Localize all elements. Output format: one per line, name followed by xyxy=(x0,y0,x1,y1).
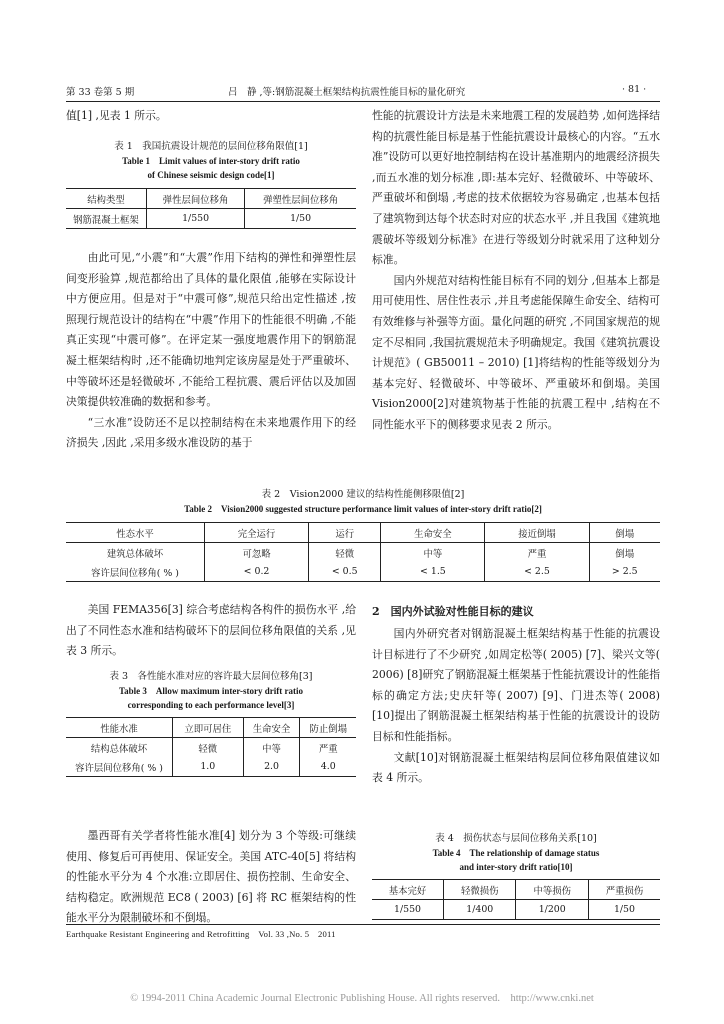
table-3-cell: 中等 xyxy=(243,738,300,758)
table-1-header-cell: 弹塑性层间位移角 xyxy=(245,189,356,209)
table-1-cell: 1/550 xyxy=(147,209,245,229)
right-column-lower xyxy=(372,624,660,789)
left-column-top xyxy=(66,106,356,127)
table-4-header-cell: 严重损伤 xyxy=(588,880,660,900)
footer-rule xyxy=(66,924,660,925)
table-3-caption-cn: 表 3 各性能水准对应的容许最大层间位移角[3] xyxy=(109,671,313,682)
left-column-body xyxy=(66,248,356,454)
table-2-cell: > 2.5 xyxy=(589,562,660,582)
left-column-lower xyxy=(66,600,356,662)
table-1 xyxy=(66,188,356,229)
table-3-header-cell: 性能水准 xyxy=(66,718,173,738)
table-1-block xyxy=(66,140,356,229)
table-2-caption-cn: 表 2 Vision2000 建议的结构性能侧移限值[2] xyxy=(261,489,465,500)
table-3-cell: 2.0 xyxy=(243,757,300,777)
table-2-row xyxy=(66,562,660,582)
table-2-cell: < 0.2 xyxy=(205,562,309,582)
left-paragraph-2: 由此可见,“小震”和“大震”作用下结构的弹性和弹塑性层间变形验算 ,规范都给出了具体的量化限值 ,能够在实际设计中方便应用。但是对于“中震可修”,规范只给出定性描述 ,按照现行规范设计的结构在“中震”作用下的性能很不明确 ,不能真正实现“中震可修”。在评定某一强度地震作用下的钢筋混凝土框架结构时 ,还不能确切地判定该房屋是处于严重破坏、中等破坏还是轻微破坏 ,不能给工程抗震、震后评估以及加固决策提供较准确的数据和参考。 xyxy=(66,251,356,409)
table-3-caption-en-2: corresponding to each performance level[3] xyxy=(127,700,295,710)
left-paragraph-3: “三水准”设防还不足以控制结构在未来地震作用下的经济损失 ,因此 ,采用多级水准设防的基于 xyxy=(66,415,356,450)
table-2-header-cell: 接近倒塌 xyxy=(485,523,589,543)
header-rule xyxy=(66,101,660,102)
table-3-cell: 轻微 xyxy=(173,738,244,758)
right-paragraph-4: 文献[10]对钢筋混凝土框架结构层间位移角限值建议如表 4 所示。 xyxy=(372,750,660,785)
journal-footer: Earthquake Resistant Engineering and Retrofitting Vol. 33 ,No. 5 2011 xyxy=(66,929,336,939)
table-1-header-cell: 弹性层间位移角 xyxy=(147,189,245,209)
table-4-cell: 1/200 xyxy=(516,900,588,920)
table-3-header-cell: 立即可居住 xyxy=(173,718,244,738)
table-3-row xyxy=(66,738,356,758)
left-paragraph-5: 墨西哥有关学者将性能水准[4] 划分为 3 个等级:可继续使用、修复后可再使用、保证安全。美国 ATC-40[5] 将结构的性能水平分为 4 个水准:立即居住、损伤控制、生命安全、结构稳定。欧洲规范 EC8 ( 2003) [6] 将 RC 框架结构的性能水平分为限制破坏和不倒塌。 xyxy=(66,829,356,925)
table-1-caption-en-2: of Chinese seismic design code[1] xyxy=(147,170,275,180)
table-1-cell: 钢筋混凝土框架 xyxy=(73,214,139,226)
table-3-cell: 严重 xyxy=(300,738,356,758)
table-4-row xyxy=(372,900,660,920)
table-4-caption-en-1: Table 4 The relationship of damage status xyxy=(432,848,600,858)
table-2-header-cell: 生命安全 xyxy=(381,523,485,543)
table-3-cell: 1.0 xyxy=(173,757,244,777)
table-3-row xyxy=(66,757,356,777)
table-4-cell: 1/400 xyxy=(444,900,516,920)
table-1-header-row xyxy=(66,189,356,209)
table-1-caption-en-1: Table 1 Limit values of inter-story drift ratio xyxy=(122,156,300,166)
running-title xyxy=(228,84,465,98)
table-3-caption-en-1: Table 3 Allow maximum inter-story drift ratio xyxy=(118,686,304,696)
table-2-header-row xyxy=(66,523,660,543)
left-column-bottom xyxy=(66,826,356,929)
table-4-cell: 1/550 xyxy=(393,904,422,915)
running-paper-title: 钢筋混凝土框架结构抗震性能目标的量化研究 xyxy=(275,87,466,98)
table-3-cell: 4.0 xyxy=(300,757,356,777)
table-3-header-row xyxy=(66,718,356,738)
table-1-header-cell: 结构类型 xyxy=(66,189,147,209)
left-paragraph-4: 美国 FEMA356[3] 综合考虑结构各构件的损伤水平 ,给出了不同性态水准和结构破坏下的层间位移角限值的关系 ,见表 3 所示。 xyxy=(66,603,356,658)
table-2-header-cell: 完全运行 xyxy=(205,523,309,543)
table-2-cell: 容许层间位移角( % ) xyxy=(66,562,205,582)
table-4-cell: 1/50 xyxy=(588,900,660,920)
table-2-cell: < 1.5 xyxy=(381,562,485,582)
right-paragraph-3: 国内外研究者对钢筋混凝土框架结构基于性能的抗震设计目标进行了不少研究 ,如周定松等( 2005) [7]、梁兴文等( 2006) [8]研究了钢筋混凝土框架基于性能抗震设计的性能指标的确定方法;史庆轩等( 2007) [9]、门进杰等( 2008) [10]提出了钢筋混凝土框架结构基于性能的抗震设计的设防目标和性能指标。 xyxy=(372,627,660,743)
table-4-header-cell: 基本完好 xyxy=(372,880,444,900)
table-2-block xyxy=(66,488,660,582)
left-paragraph-1: 值[1] ,见表 1 所示。 xyxy=(66,109,167,122)
table-2-cell: 严重 xyxy=(485,543,589,563)
right-paragraph-1: 性能的抗震设计方法是未来地震工程的发展趋势 ,如何选择结构的抗震性能目标是基于性能抗震设计最核心的内容。“五水准”设防可以更好地控制结构在设计基准期内的地震经济损失 ,而五水准的划分标准 ,即:基本完好、轻微破坏、中等破坏、严重破坏和倒塌 ,考虑的技术依据较为容易确定 ,也基本包括了建筑物到达每个状态时对应的状态水平 ,并且我国《建筑地震破坏等级划分标准》在进行等级划分时就采用了这种划分标准。 xyxy=(372,109,660,267)
table-2-header-cell: 倒塌 xyxy=(589,523,660,543)
table-1-caption-cn: 表 1 我国抗震设计规范的层间位移角限值[1] xyxy=(114,141,308,152)
table-3-cell: 结构总体破坏 xyxy=(90,743,148,755)
table-3-block xyxy=(66,670,356,777)
table-3 xyxy=(66,717,356,777)
table-2-cell: 倒塌 xyxy=(589,543,660,563)
table-2-caption-en: Table 2 Vision2000 suggested structure performance limit values of inter-story drift ratio[2] xyxy=(184,504,542,514)
table-4-block xyxy=(372,832,660,920)
table-2 xyxy=(66,522,660,582)
table-2-cell: < 0.5 xyxy=(309,562,381,582)
table-2-row xyxy=(66,543,660,563)
table-1-cell: 1/50 xyxy=(245,209,356,229)
running-authors: 吕 静 ,等: xyxy=(228,87,276,98)
table-4-header-cell: 中等损伤 xyxy=(516,880,588,900)
page-number: · 81 · xyxy=(622,84,647,95)
section-2-heading: 2 国内外试验对性能目标的建议 xyxy=(372,605,534,618)
table-3-cell: 容许层间位移角( % ) xyxy=(75,762,163,774)
table-2-cell: 轻微 xyxy=(309,543,381,563)
right-paragraph-2: 国内外规范对结构性能目标有不同的划分 ,但基本上都是用可使用性、居住性表示 ,并且考虑能保障生命安全、结构可有效维修与补强等方面。量化问题的研究 ,不同国家规范的规定不尽相同 ,我国抗震规范未予明确规定。我国《建筑抗震设计规范》( GB50011 – 2010) [1]将结构的性能等级划分为基本完好、轻微破坏、中等破坏、严重破坏和倒塌。美国 Vision2000[2]对建筑物基于性能的抗震工程中 ,结构在不同性能水平下的侧移要求见表 2 所示。 xyxy=(372,273,660,431)
table-4-header-row xyxy=(372,880,660,900)
copyright-notice: © 1994-2011 China Academic Journal Electronic Publishing House. All rights reserved. http://www.cnki.net xyxy=(130,993,594,1004)
table-4-header-cell: 轻微损伤 xyxy=(444,880,516,900)
table-2-cell: < 2.5 xyxy=(485,562,589,582)
right-column-top xyxy=(372,106,660,436)
journal-issue: 第 33 卷第 5 期 xyxy=(66,87,135,98)
table-2-header-cell: 运行 xyxy=(309,523,381,543)
table-1-row xyxy=(66,209,356,229)
table-4 xyxy=(372,879,660,920)
table-4-caption-en-2: and inter-story drift ratio[10] xyxy=(459,862,573,872)
table-2-header-cell: 性态水平 xyxy=(66,523,205,543)
table-3-header-cell: 防止倒塌 xyxy=(300,718,356,738)
table-2-cell: 建筑总体破坏 xyxy=(66,543,205,563)
table-3-header-cell: 生命安全 xyxy=(243,718,300,738)
table-2-cell: 可忽略 xyxy=(205,543,309,563)
table-2-cell: 中等 xyxy=(381,543,485,563)
table-4-caption-cn: 表 4 损伤状态与层间位移角关系[10] xyxy=(435,833,597,844)
